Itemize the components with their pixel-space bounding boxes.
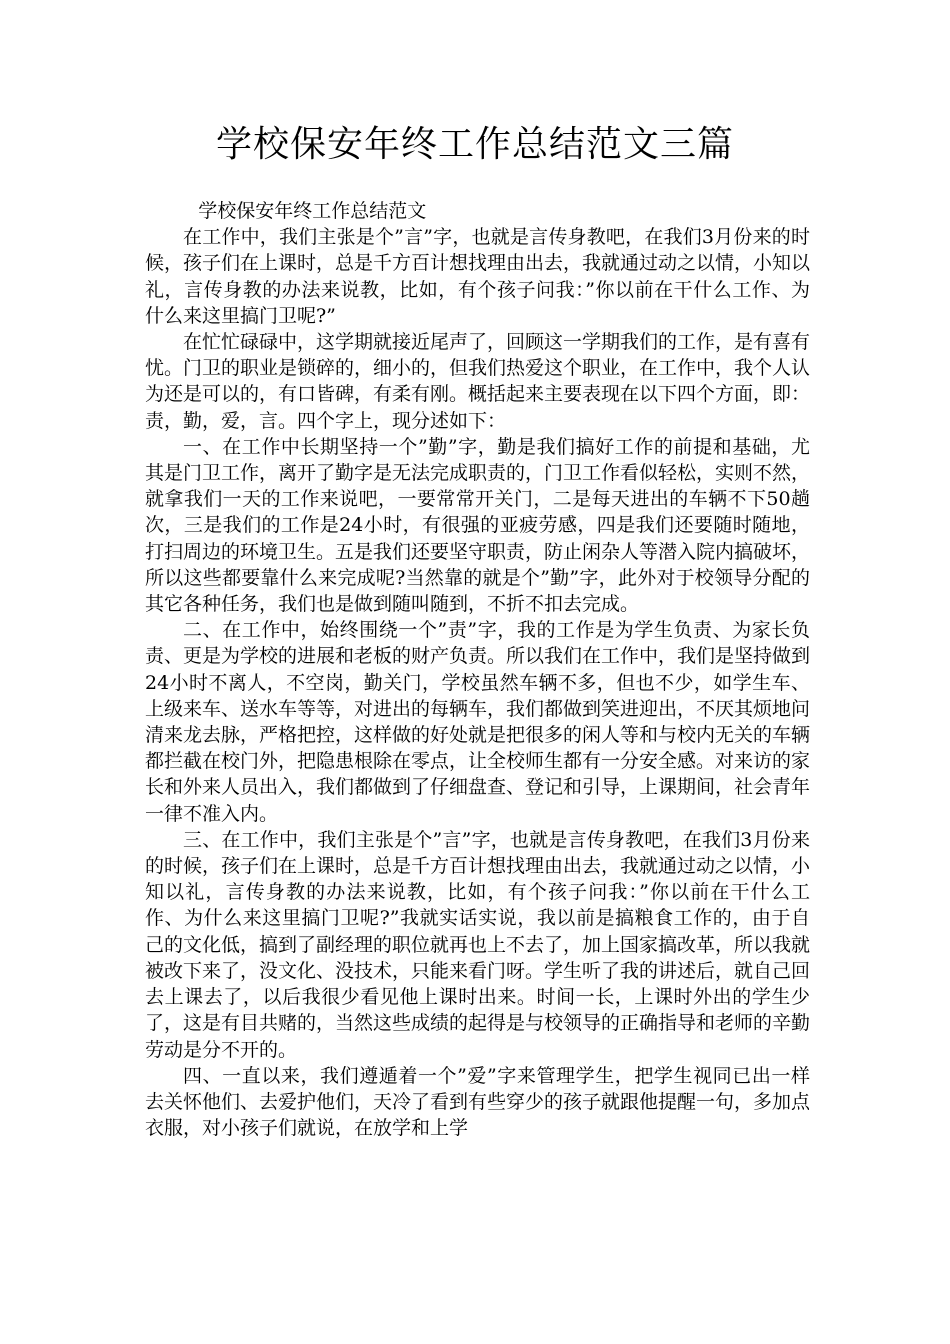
document-title: 学校保安年终工作总结范文三篇 bbox=[215, 124, 734, 165]
paragraph-words: 三、在工作中，我们主张是个”言”字，也就是言传身教吧，在我们3月份来的时候，孩子们在上课时，总是千方百计想找理由出去，我就通过动之以情，小知以礼，言传身教的办法来说教，比如，有个孩子问我：”你以前在干什么工作、为什么来这里搞门卫呢?”我就实话实说，我以前是搞粮食工作的，由于自己的文化低，搞到了副经理的职位就再也上不去了，加上国家搞改革，所以我就被改下来了，没文化、没技术，只能来看门呀。学生听了我的讲述后，就自己回去上课去了，以后我很少看见他上课时出来。时间一长，上课时外出的学生少了，这是有目共赌的，当然这些成绩的起得是与校领导的正确指导和老师的辛勤劳动是分不开的。 bbox=[145, 828, 811, 1061]
paragraph-overview: 在忙忙碌碌中，这学期就接近尾声了，回顾这一学期我们的工作，是有喜有忧。门卫的职业是锁碎的，细小的，但我们热爱这个职业，在工作中，我个人认为还是可以的，有口皆碑，有柔有刚。概括起来主要表现在以下四个方面，即：责，勤，爱，言。四个字上，现分述如下： bbox=[145, 331, 811, 432]
paragraph-love: 四、一直以来，我们遵遁着一个”爱”字来管理学生，把学生视同已出一样去关怀他们、去爱护他们，天冷了看到有些穿少的孩子就跟他提醒一句，多加点衣服，对小孩子们就说，在放学和上学 bbox=[145, 1064, 811, 1140]
paragraph-diligence: 一、在工作中长期坚持一个”勤”字，勤是我们搞好工作的前提和基础，尤其是门卫工作，离开了勤字是无法完成职责的，门卫工作看似轻松，实则不然，就拿我们一天的工作来说吧，一要常常开关门，二是每天进出的车辆不下50趟次，三是我们的工作是24小时，有很强的亚疲劳感，四是我们还要随时随地，打扫周边的环境卫生。五是我们还要坚守职责，防止闲杂人等潜入院内搞破坏，所以这些都要靠什么来完成呢?当然靠的就是个”勤”字，此外对于校领导分配的其它各种任务，我们也是做到随叫随到，不折不扣去完成。 bbox=[145, 435, 811, 616]
document-body bbox=[145, 198, 810, 1141]
paragraph-responsibility: 二、在工作中，始终围绕一个”责”字，我的工作是为学生负责、为家长负责、更是为学校的进展和老板的财产负责。所以我们在工作中，我们是坚持做到24小时不离人，不空岗，勤关门，学校虽然车辆不多，但也不少，如学生车、上级来车、送水车等等，对进出的每辆车，我们都做到笑进迎出，不厌其烦地问清来龙去脉，严格把控，这样做的好处就是把很多的闲人等和与校内无关的车辆都拦截在校门外，把隐患根除在零点，让全校师生都有一分安全感。对来访的家长和外来人员出入，我们都做到了仔细盘查、登记和引导，上课期间，社会青年一律不准入内。 bbox=[145, 619, 811, 825]
document-subtitle: 学校保安年终工作总结范文 bbox=[198, 200, 427, 222]
paragraph-intro: 在工作中，我们主张是个”言”字，也就是言传身教吧，在我们3月份来的时候，孩子们在上课时，总是千方百计想找理由出去，我就通过动之以情，小知以礼，言传身教的办法来说教，比如，有个孩子问我：”你以前在干什么工作、为什么来这里搞门卫呢?” bbox=[145, 226, 811, 327]
